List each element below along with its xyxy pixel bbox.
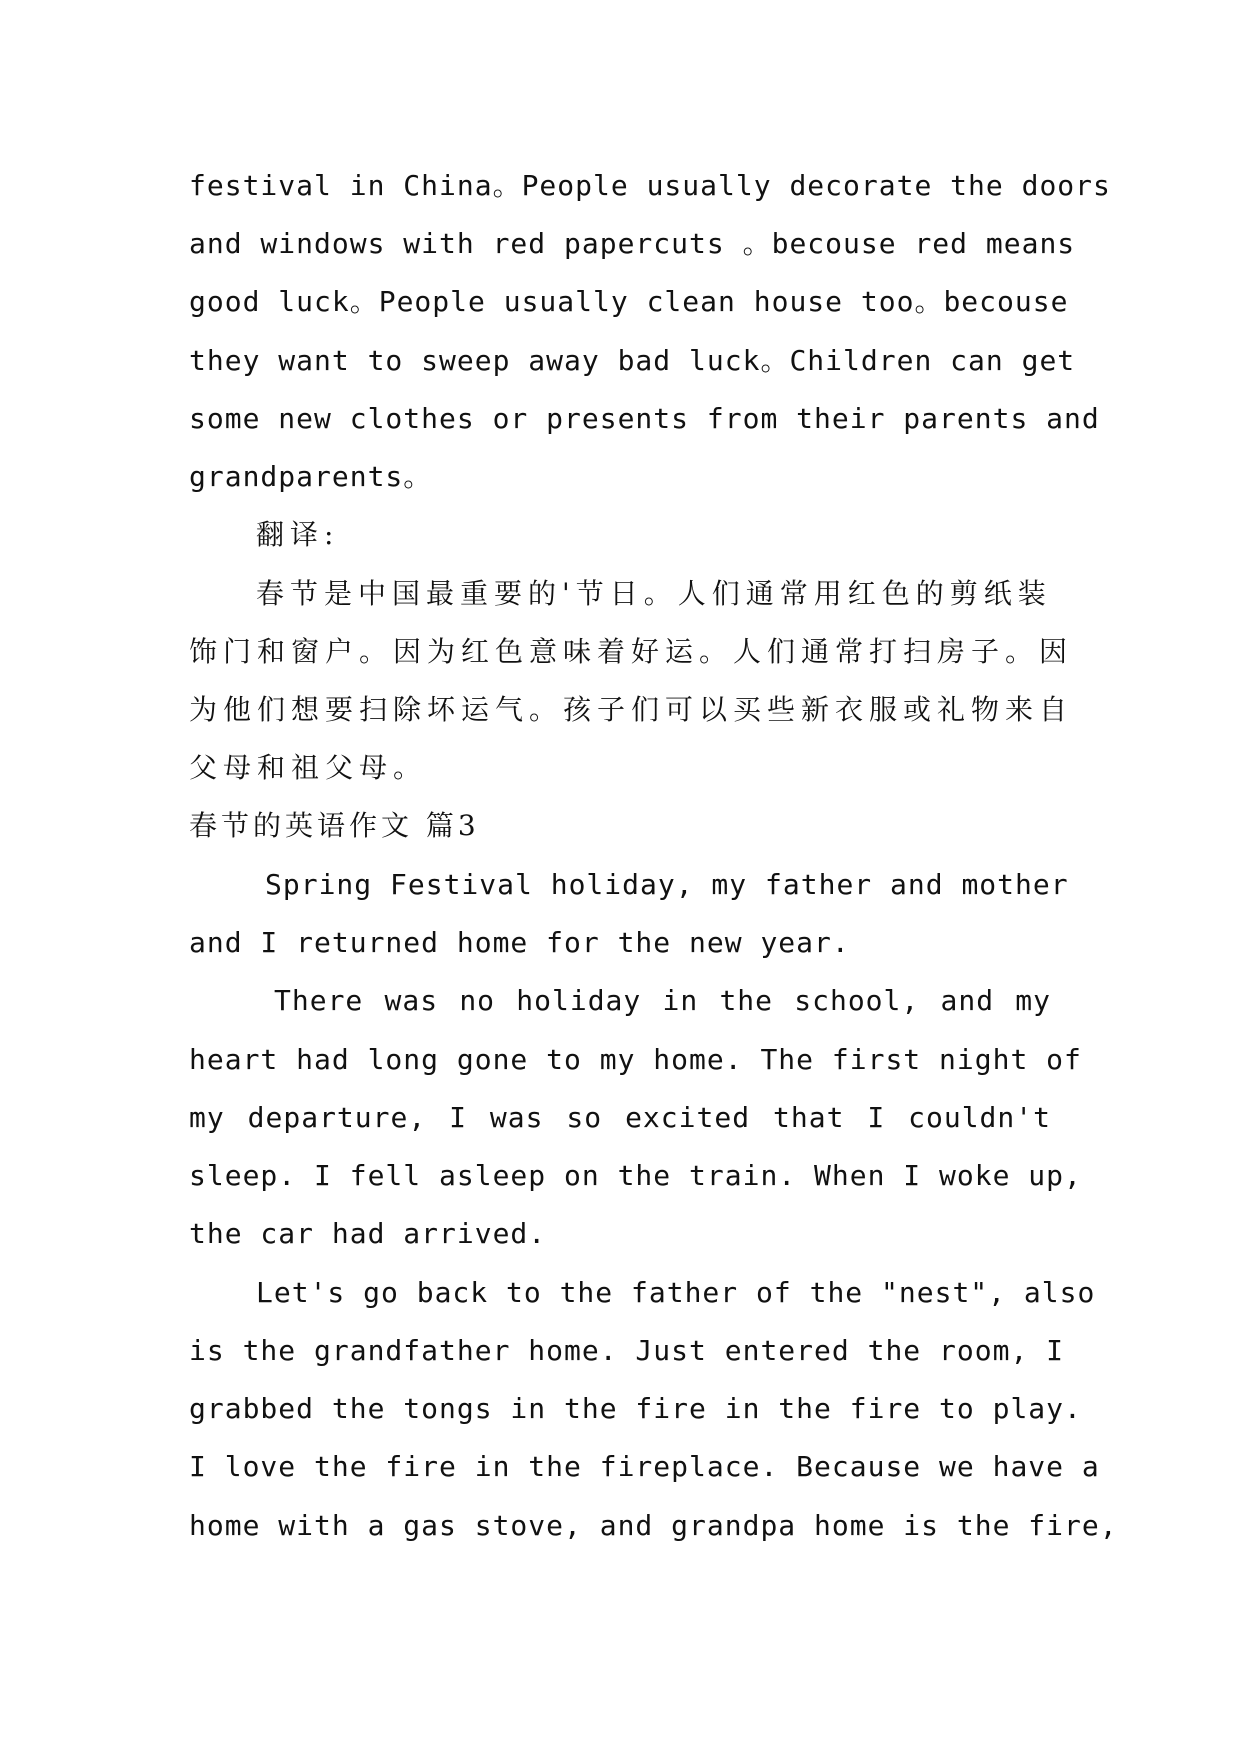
text-line: some new clothes or presents from their parents and bbox=[189, 402, 1100, 435]
text-line: good luck。People usually clean house too。becouse bbox=[189, 285, 1069, 318]
text-line: grandparents。 bbox=[189, 460, 433, 493]
translation-line: 为他们想要扫除坏运气。孩子们可以买些新衣服或礼物来自 bbox=[189, 693, 1074, 726]
text-line: and windows with red papercuts 。becouse red means bbox=[189, 227, 1076, 260]
translation-line: 春节是中国最重要的'节日。人们通常用红色的剪纸装 bbox=[256, 577, 1052, 610]
text-line: Let's go back to the father of the "nest", also bbox=[256, 1276, 1096, 1309]
text-line: is the grandfather home. Just entered the room, I bbox=[189, 1334, 1065, 1367]
translation-line: 父母和祖父母。 bbox=[189, 751, 428, 784]
text-line: heart had long gone to my home. The first night of bbox=[189, 1043, 1082, 1076]
text-line: the car had arrived. bbox=[189, 1217, 547, 1250]
text-line: grabbed the tongs in the fire in the fire to play. bbox=[189, 1392, 1082, 1425]
translation-label: 翻译: bbox=[256, 518, 340, 551]
text-line: Spring Festival holiday, my father and mother bbox=[265, 868, 1069, 901]
text-line: There was no holiday in the school, and my bbox=[274, 984, 1051, 1017]
text-line: and I returned home for the new year. bbox=[189, 926, 850, 959]
text-line: sleep. I fell asleep on the train. When I woke up, bbox=[189, 1159, 1082, 1192]
text-line: my departure, I was so excited that I couldn't bbox=[189, 1101, 1051, 1134]
text-line: festival in China。People usually decorate the doors bbox=[189, 169, 1111, 202]
text-line: home with a gas stove, and grandpa home is the fire, bbox=[189, 1509, 1118, 1542]
text-line: they want to sweep away bad luck。Children can get bbox=[189, 344, 1076, 377]
section-heading: 春节的英语作文 篇3 bbox=[189, 809, 480, 842]
text-line: I love the fire in the fireplace. Because we have a bbox=[189, 1450, 1100, 1483]
translation-line: 饰门和窗户。因为红色意味着好运。人们通常打扫房子。因 bbox=[189, 635, 1074, 668]
